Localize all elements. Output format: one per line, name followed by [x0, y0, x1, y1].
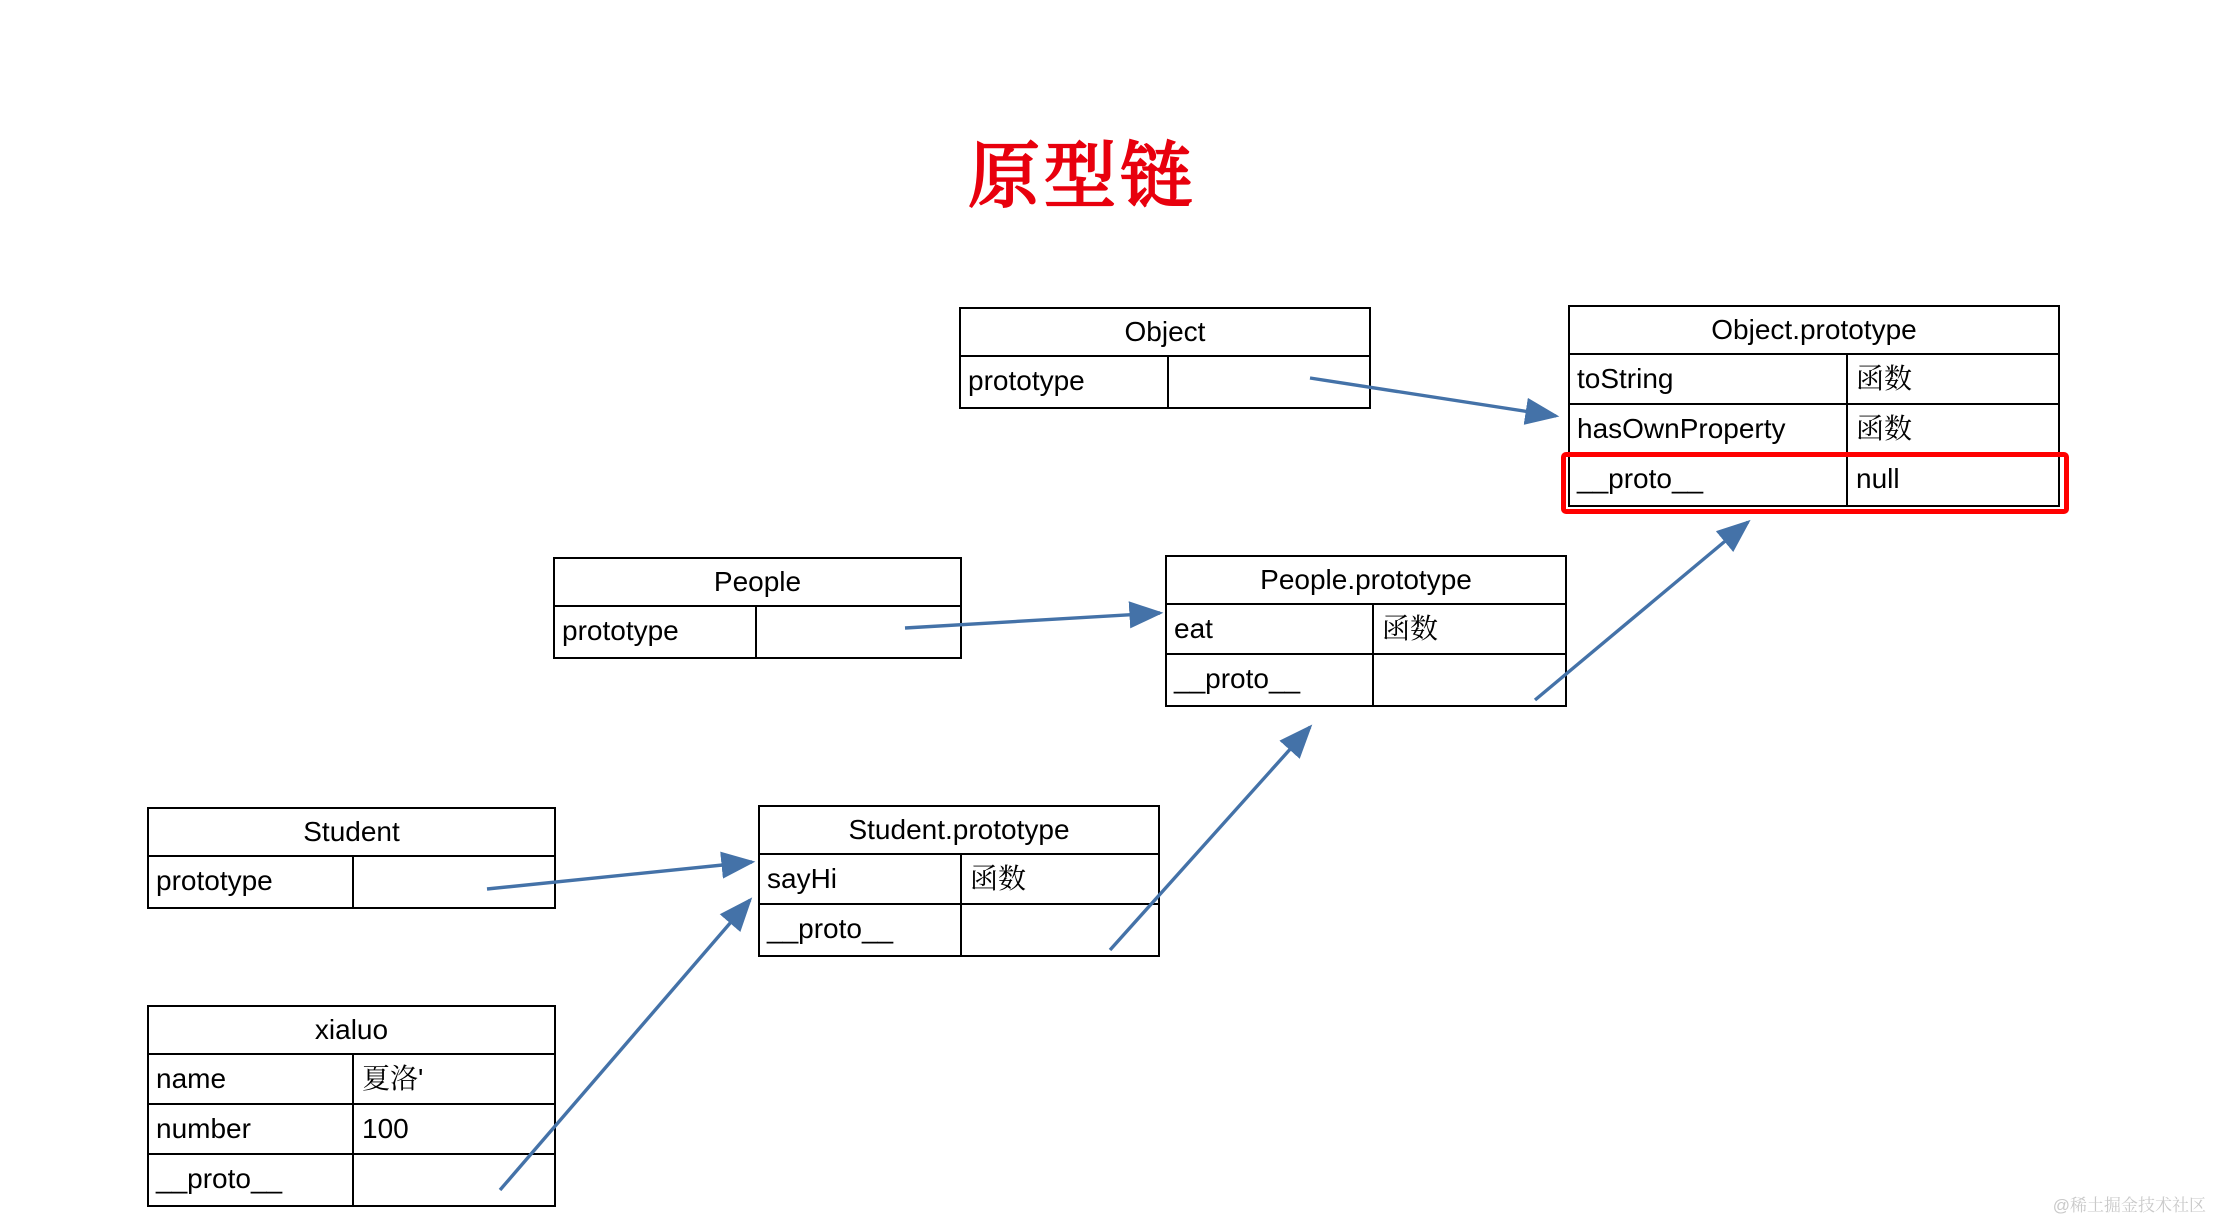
cell-value: 100 — [362, 1113, 409, 1144]
table-row — [1167, 655, 1565, 705]
table-row — [149, 1105, 554, 1155]
cell-value — [354, 857, 554, 907]
table-row — [555, 607, 960, 657]
cell-value — [354, 1155, 554, 1205]
cell-value: 函数 — [1856, 363, 1913, 394]
cell-key: eat — [1167, 605, 1374, 653]
page-title: 原型链 — [967, 137, 1196, 217]
box-xialuo-header: xialuo — [149, 1007, 554, 1055]
table-row — [149, 1055, 554, 1105]
box-student-prototype — [758, 805, 1160, 957]
box-student — [147, 807, 556, 909]
cell-value: null — [1856, 463, 1900, 494]
box-object-header: Object — [961, 309, 1369, 357]
table-row — [760, 905, 1158, 955]
cell-key: name — [149, 1055, 354, 1103]
cell-value — [1169, 357, 1369, 407]
cell-key: sayHi — [760, 855, 962, 903]
cell-value — [962, 905, 1158, 955]
table-row — [760, 855, 1158, 905]
table-row — [1570, 355, 2058, 405]
cell-value — [757, 607, 960, 657]
cell-key: __proto__ — [1570, 455, 1848, 505]
watermark: @稀土掘金技术社区 — [2052, 1196, 2206, 1215]
box-student-header: Student — [149, 809, 554, 857]
box-object-prototype — [1568, 305, 2060, 507]
box-people-prototype-header: People.prototype — [1167, 557, 1565, 605]
cell-key: prototype — [961, 357, 1169, 407]
box-student-prototype-header: Student.prototype — [760, 807, 1158, 855]
cell-value: 函数 — [1856, 413, 1913, 444]
box-people — [553, 557, 962, 659]
cell-value: 夏洛' — [362, 1063, 424, 1094]
box-object-prototype-header: Object.prototype — [1570, 307, 2058, 355]
cell-key: __proto__ — [149, 1155, 354, 1205]
table-row — [1167, 605, 1565, 655]
table-row — [1570, 405, 2058, 455]
cell-key: prototype — [149, 857, 354, 907]
cell-value: 函数 — [970, 863, 1027, 894]
table-row — [961, 357, 1369, 407]
table-row — [149, 857, 554, 907]
cell-key: __proto__ — [1167, 655, 1374, 705]
box-xialuo — [147, 1005, 556, 1207]
table-row — [149, 1155, 554, 1205]
cell-key: toString — [1570, 355, 1848, 403]
cell-value — [1374, 655, 1565, 705]
box-people-prototype — [1165, 555, 1567, 707]
cell-value: 函数 — [1382, 613, 1439, 644]
table-row — [1570, 455, 2058, 505]
cell-key: __proto__ — [760, 905, 962, 955]
cell-key: prototype — [555, 607, 757, 657]
cell-key: hasOwnProperty — [1570, 405, 1848, 453]
box-people-header: People — [555, 559, 960, 607]
cell-key: number — [149, 1105, 354, 1153]
box-object — [959, 307, 1371, 409]
